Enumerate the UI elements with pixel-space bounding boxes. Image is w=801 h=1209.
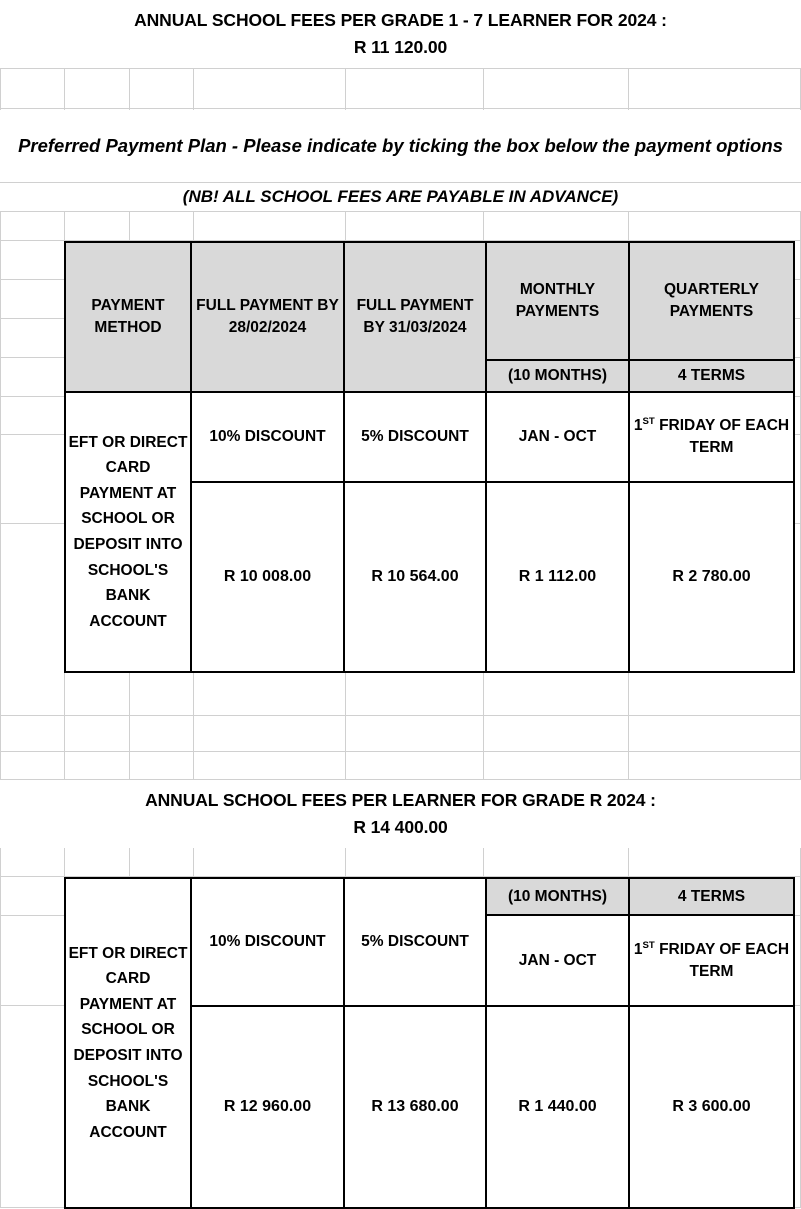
- cell-amount-monthly: R 1 440.00: [486, 1006, 629, 1208]
- gridline-horizontal: [0, 715, 801, 716]
- header-full-payment-feb: FULL PAYMENT BY 28/02/2024: [191, 242, 344, 392]
- cell-quarterly-period: [629, 915, 794, 1006]
- cell-monthly-period: JAN - OCT: [486, 392, 629, 482]
- section2-title-band: [0, 780, 801, 848]
- header-full-payment-mar: FULL PAYMENT BY 31/03/2024: [344, 242, 486, 392]
- gridline-horizontal: [0, 108, 801, 109]
- cell-amount-mar: R 13 680.00: [344, 1006, 486, 1208]
- cell-amount-monthly: R 1 112.00: [486, 482, 629, 672]
- quarterly-ordinal-number: 1: [633, 940, 643, 958]
- cell-amount-feb: R 12 960.00: [191, 1006, 344, 1208]
- cell-discount-mar: 5% DISCOUNT: [344, 878, 486, 1006]
- subheader-quarterly-count: 4 TERMS: [629, 878, 794, 915]
- quarterly-ordinal-suffix: ST: [642, 415, 655, 427]
- subheader-monthly-count: (10 MONTHS): [486, 878, 629, 915]
- subheader-monthly-count: (10 MONTHS): [486, 360, 629, 392]
- cell-discount-feb: 10% DISCOUNT: [191, 878, 344, 1006]
- section1-title-band: [0, 0, 801, 68]
- header-payment-method: PAYMENT METHOD: [65, 242, 191, 392]
- cell-monthly-period: JAN - OCT: [486, 915, 629, 1006]
- section2-title-line2: R 14 400.00: [353, 817, 448, 837]
- quarterly-ordinal-number: 1: [633, 417, 643, 434]
- header-monthly-payments: MONTHLY PAYMENTS: [486, 242, 629, 360]
- cell-payment-method: EFT OR DIRECT CARD PAYMENT AT SCHOOL OR DEPOSIT INTO SCHOOL'S BANK ACCOUNT: [65, 392, 191, 672]
- preferred-plan-text: Preferred Payment Plan - Please indicate by ticking the box below the payment options: [18, 135, 783, 157]
- header-quarterly-payments: QUARTERLY PAYMENTS: [629, 242, 794, 360]
- cell-discount-feb: 10% DISCOUNT: [191, 392, 344, 482]
- gridline-horizontal: [0, 68, 801, 69]
- grade-1-7-fees-table: [64, 241, 795, 673]
- section2-title-line1: ANNUAL SCHOOL FEES PER LEARNER FOR GRADE R 2024 :: [145, 789, 656, 810]
- advance-note-text: (NB! ALL SCHOOL FEES ARE PAYABLE IN ADVANCE): [182, 186, 619, 206]
- table-row-subheaders: [65, 878, 794, 915]
- table-row-headers: [65, 242, 794, 360]
- quarterly-ordinal-suffix: ST: [642, 939, 655, 951]
- advance-payment-notice: [0, 183, 801, 211]
- cell-amount-quarterly: R 2 780.00: [629, 482, 794, 672]
- section1-title-line2: R 11 120.00: [353, 37, 448, 57]
- subheader-quarterly-count: 4 TERMS: [629, 360, 794, 392]
- cell-quarterly-period: [629, 392, 794, 482]
- section1-title-line1: ANNUAL SCHOOL FEES PER GRADE 1 - 7 LEARNER FOR 2024 :: [134, 9, 667, 30]
- table-row-terms: [65, 392, 794, 482]
- quarterly-period-text: FRIDAY OF EACH TERM: [654, 940, 790, 980]
- gridline-horizontal: [0, 751, 801, 752]
- cell-payment-method: EFT OR DIRECT CARD PAYMENT AT SCHOOL OR DEPOSIT INTO SCHOOL'S BANK ACCOUNT: [65, 878, 191, 1208]
- gridline-horizontal: [0, 211, 801, 212]
- grade-r-fees-table: [64, 877, 795, 1209]
- cell-discount-mar: 5% DISCOUNT: [344, 392, 486, 482]
- cell-amount-feb: R 10 008.00: [191, 482, 344, 672]
- cell-amount-quarterly: R 3 600.00: [629, 1006, 794, 1208]
- quarterly-period-text: FRIDAY OF EACH TERM: [654, 417, 790, 456]
- cell-amount-mar: R 10 564.00: [344, 482, 486, 672]
- preferred-plan-notice: [0, 110, 801, 182]
